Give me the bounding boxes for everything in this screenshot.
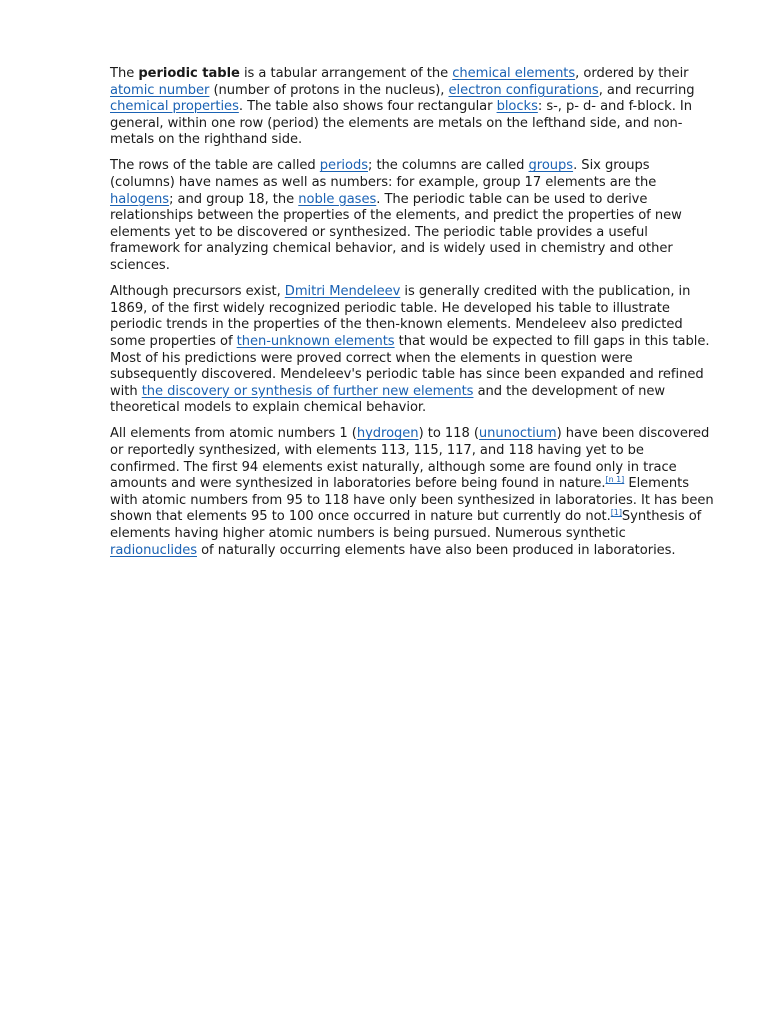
text-run: (number of protons in the nucleus), bbox=[209, 82, 449, 98]
link-radionuclides[interactable]: radionuclides bbox=[110, 542, 197, 558]
link-discovery-of-new-elements[interactable]: the discovery or synthesis of further new elements bbox=[141, 383, 474, 399]
link-dmitri-mendeleev[interactable]: Dmitri Mendeleev bbox=[284, 284, 401, 300]
footnote-ref-1 bbox=[611, 508, 622, 517]
article-body bbox=[110, 66, 716, 569]
link-chemical-properties[interactable]: chemical properties bbox=[110, 99, 239, 115]
text-run: is a tabular arrangement of the bbox=[239, 66, 453, 81]
link-footnote-1[interactable]: [1] bbox=[610, 508, 622, 518]
link-atomic-number[interactable]: atomic number bbox=[110, 82, 210, 98]
link-noble-gases[interactable]: noble gases bbox=[298, 191, 377, 207]
link-then-unknown-elements[interactable]: then-unknown elements bbox=[236, 333, 395, 349]
link-halogens[interactable]: halogens bbox=[110, 191, 170, 207]
text-run: ) to 118 ( bbox=[418, 426, 479, 442]
text-run: ) have been discovered or reportedly synthesized, with elements 113, 115, 117, and 118 having yet to be confirmed. The first 94 elements exist naturally, although some are found only in trace amounts and were synthesized in laboratories before being found in nature. bbox=[110, 426, 710, 492]
text-run: , ordered by their bbox=[575, 66, 689, 81]
text-run: and the development of new theoretical models to explain chemical behavior. bbox=[110, 383, 666, 416]
text-run: ; and group 18, the bbox=[169, 191, 299, 207]
text-run: The rows of the table are called bbox=[110, 158, 320, 174]
text-run: Elements with atomic numbers from 95 to 118 have only been synthesized in laboratories. It has been shown that elements 95 to 100 once occurred in nature but currently do not. bbox=[110, 476, 714, 525]
text-run: : s-, p- d- and f-block. In general, within one row (period) the elements are metals on the lefthand side, and non-metals on the righthand side. bbox=[110, 99, 692, 148]
link-ununoctium[interactable]: ununoctium bbox=[478, 426, 557, 442]
link-electron-configurations[interactable]: electron configurations bbox=[448, 82, 599, 98]
link-blocks[interactable]: blocks bbox=[496, 99, 538, 115]
link-groups[interactable]: groups bbox=[528, 158, 574, 174]
link-footnote-n1[interactable]: [n 1] bbox=[605, 475, 625, 485]
paragraph-intro bbox=[110, 66, 716, 149]
text-run: of naturally occurring elements have also been produced in laboratories. bbox=[196, 542, 676, 558]
bold-term-periodic-table: periodic table bbox=[138, 66, 240, 81]
text-run: . The periodic table can be used to derive relationships between the properties of the elements, and predict the properties of new elements yet to be discovered or synthesized. The periodic table provides a useful framework for analyzing chemical behavior, and is widely used in chemistry and other sciences. bbox=[110, 191, 682, 274]
paragraph-atomic-numbers bbox=[110, 426, 716, 559]
text-run: Synthesis of elements having higher atomic numbers is being pursued. Numerous synthetic bbox=[110, 509, 702, 541]
text-run: ; the columns are called bbox=[367, 158, 529, 174]
link-hydrogen[interactable]: hydrogen bbox=[356, 426, 419, 442]
text-run: . Six groups (columns) have names as well as numbers: for example, group 17 elements are the bbox=[110, 158, 657, 191]
paragraph-rows-columns bbox=[110, 158, 716, 274]
text-run: , and recurring bbox=[598, 82, 695, 98]
paragraph-mendeleev bbox=[110, 284, 716, 417]
text-run: All elements from atomic numbers 1 ( bbox=[110, 426, 357, 442]
footnote-ref-n1 bbox=[606, 475, 625, 484]
text-run: that would be expected to fill gaps in this table. Most of his predictions were proved correct when the elements in question were subsequently discovered. Mendeleev's periodic table has since been expanded and refined with bbox=[110, 333, 710, 399]
text-run: The bbox=[110, 66, 139, 81]
text-run: Although precursors exist, bbox=[110, 284, 285, 300]
text-run: . The table also shows four rectangular bbox=[238, 99, 497, 115]
link-periods[interactable]: periods bbox=[319, 158, 368, 174]
text-run: is generally credited with the publication, in 1869, of the first widely recognized periodic table. He developed his table to illustrate periodic trends in the properties of the then-known elements. Mendeleev also predicted some properties of bbox=[110, 284, 691, 349]
link-chemical-elements[interactable]: chemical elements bbox=[452, 66, 576, 81]
